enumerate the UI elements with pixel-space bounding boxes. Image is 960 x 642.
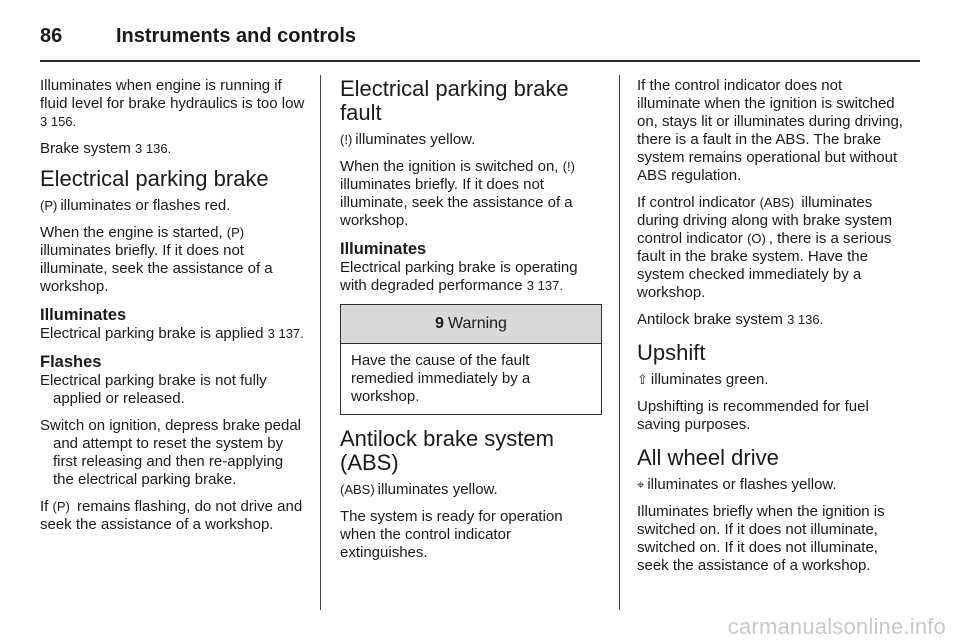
column-divider-2 bbox=[619, 75, 620, 610]
paragraph: The system is ready for operation when the control indicator extinguishes. bbox=[340, 508, 563, 561]
subheading: Illuminates bbox=[40, 306, 127, 324]
subheading: Flashes bbox=[40, 353, 102, 371]
section-heading: All wheel drive bbox=[637, 445, 779, 470]
page-reference[interactable]: 3 136. bbox=[135, 141, 172, 156]
parking-brake-fault-icon: (!) bbox=[340, 132, 353, 147]
subheading: Illuminates bbox=[340, 240, 427, 258]
paragraph: (ABS) illuminates yellow. bbox=[340, 481, 498, 498]
paragraph: If (P) remains flashing, do not drive and seek the assistance of a workshop. bbox=[40, 498, 303, 533]
page-header bbox=[40, 16, 920, 60]
page-reference[interactable]: 3 156. bbox=[40, 114, 77, 129]
page-reference[interactable]: 3 136. bbox=[787, 312, 824, 327]
paragraph: When the ignition is switched on, (!) illuminates briefly. If it does not illuminate, seek the assistance of a workshop. bbox=[340, 158, 575, 229]
all-wheel-drive-icon: ⌖ bbox=[637, 477, 645, 492]
paragraph: Antilock brake system 3 136. bbox=[637, 311, 824, 328]
warning-title: Warning bbox=[447, 315, 507, 332]
page-number: 86 bbox=[40, 25, 63, 47]
warning-header bbox=[341, 305, 601, 344]
warning-box bbox=[340, 304, 602, 415]
page-reference[interactable]: 3 137. bbox=[267, 326, 304, 341]
brake-system-icon: (O) bbox=[747, 231, 766, 246]
paragraph: (!) illuminates yellow. bbox=[340, 131, 476, 148]
paragraph: Electrical parking brake is operating with degraded performance 3 137. bbox=[340, 259, 578, 294]
column-3 bbox=[637, 77, 905, 584]
abs-icon: (ABS) bbox=[759, 195, 795, 210]
paragraph: If the control indicator does not illuminate when the ignition is switched on, stays lit or illuminates during driving, there is a fault in the ABS. The brake system remains operational but without ABS regulation. bbox=[637, 77, 903, 184]
watermark: carmanualsonline.info bbox=[727, 614, 946, 639]
warning-triangle-icon: 9 bbox=[435, 315, 444, 332]
warning-text: Have the cause of the fault remedied immediately by a workshop. bbox=[351, 352, 531, 405]
paragraph: Illuminates briefly when the ignition is switched on. If it does not illuminate, switched on. If it does not illuminate, seek the assistance of a workshop. bbox=[637, 503, 885, 574]
parking-brake-icon: (P) bbox=[52, 499, 70, 514]
column-1 bbox=[40, 77, 306, 543]
paragraph: ⌖ illuminates or flashes yellow. bbox=[637, 476, 837, 493]
section-heading: Electrical parking brake fault bbox=[340, 76, 569, 125]
parking-brake-icon: (P) bbox=[40, 198, 58, 213]
parking-brake-fault-icon: (!) bbox=[562, 159, 575, 174]
section-heading: Electrical parking brake bbox=[40, 166, 269, 191]
paragraph: Brake system 3 136. bbox=[40, 140, 172, 157]
paragraph: (P) illuminates or flashes red. bbox=[40, 197, 231, 214]
paragraph: Upshifting is recommended for fuel saving purposes. bbox=[637, 398, 869, 433]
paragraph: Electrical parking brake is not fully applied or released. bbox=[40, 372, 267, 407]
parking-brake-icon: (P) bbox=[226, 225, 245, 240]
column-2 bbox=[340, 77, 602, 571]
page-reference[interactable]: 3 137. bbox=[526, 278, 563, 293]
paragraph: When the engine is started, (P) illuminates briefly. If it does not illuminate, seek the assistance of a workshop. bbox=[40, 224, 273, 295]
paragraph: Switch on ignition, depress brake pedal and attempt to reset the system by first releasing and then re-applying the electrical parking brake. bbox=[40, 417, 301, 488]
abs-icon: (ABS) bbox=[340, 482, 375, 497]
page-title: Instruments and controls bbox=[116, 25, 357, 47]
column-divider-1 bbox=[320, 75, 321, 610]
upshift-arrow-icon: ⇧ bbox=[637, 372, 648, 387]
section-heading: Upshift bbox=[637, 340, 706, 365]
paragraph: ⇧ illuminates green. bbox=[637, 371, 769, 388]
section-heading: Antilock brake system (ABS) bbox=[340, 426, 554, 475]
paragraph: Illuminates when engine is running if fluid level for brake hydraulics is too low 3 156. bbox=[40, 77, 305, 129]
paragraph: If control indicator (ABS) illuminates during driving along with brake system control indicator (O) , there is a serious fault in the brake system. Have the system checked immediately by a workshop. bbox=[637, 194, 893, 301]
paragraph: Electrical parking brake is applied 3 137. bbox=[40, 325, 304, 342]
header-divider bbox=[40, 60, 920, 62]
